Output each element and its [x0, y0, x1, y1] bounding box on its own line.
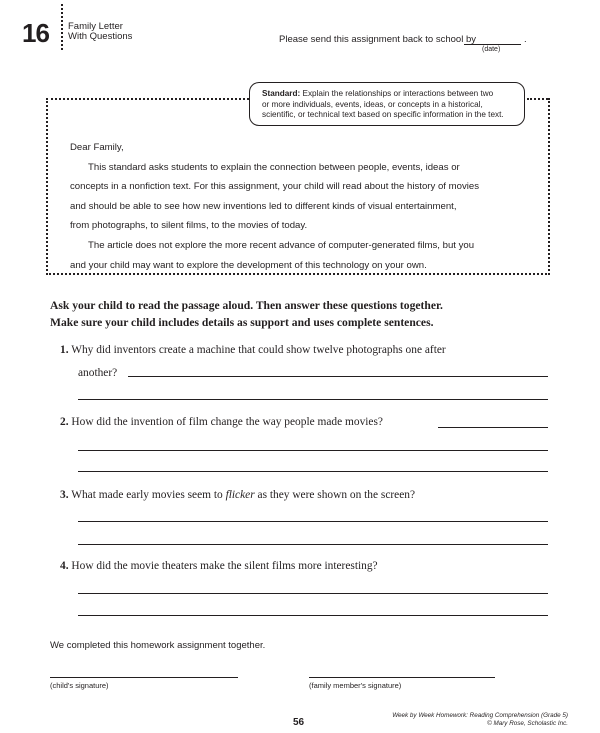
header-divider	[61, 4, 63, 50]
standard-text-1: Explain the relationships or interactions between two	[300, 89, 494, 98]
letter-line: from photographs, to silent films, to the movies of today.	[70, 220, 308, 232]
letter-line: This standard asks students to explain the connection between people, events, ideas or	[88, 161, 460, 173]
instructions-line2: Make sure your child includes details as support and uses complete sentences.	[50, 316, 434, 329]
answer-line[interactable]	[78, 544, 548, 545]
standard-text-3: scientific, or technical text based on specific information in the text.	[262, 110, 504, 119]
question-3	[60, 488, 415, 502]
lesson-title-line2: With Questions	[68, 31, 133, 42]
standard-text-2: or more individuals, events, ideas, or concepts in a historical,	[262, 99, 483, 109]
question-number: 3.	[60, 489, 69, 501]
date-input-line[interactable]	[464, 44, 521, 45]
question-number: 2.	[60, 416, 69, 428]
family-signature-label: (family member's signature)	[309, 681, 402, 690]
instructions-line1: Ask your child to read the passage aloud. Then answer these questions together.	[50, 299, 443, 312]
question-text: How did the movie theaters make the silent films more interesting?	[71, 560, 378, 572]
answer-line[interactable]	[78, 615, 548, 616]
credits	[360, 712, 568, 728]
question-1	[60, 343, 446, 357]
lesson-number: 16	[22, 18, 49, 48]
child-signature-label: (child's signature)	[50, 681, 109, 690]
answer-line[interactable]	[78, 471, 548, 472]
answer-line[interactable]	[78, 399, 548, 400]
send-back-text: Please send this assignment back to school by	[279, 34, 476, 45]
date-period: .	[524, 34, 527, 45]
letter-line: concepts in a nonfiction text. For this assignment, your child will read about the history of movies	[70, 181, 479, 193]
instructions	[50, 297, 570, 331]
question-text: How did the invention of film change the way people made movies?	[71, 416, 383, 428]
child-signature-line[interactable]	[50, 677, 238, 678]
letter-body	[70, 138, 540, 275]
credit-line2: © Mary Rose, Scholastic Inc.	[487, 720, 568, 727]
answer-line[interactable]	[438, 427, 548, 428]
lesson-title	[68, 22, 132, 42]
answer-line[interactable]	[78, 450, 548, 451]
question-number: 1.	[60, 344, 69, 356]
standard-callout	[249, 82, 525, 126]
question-text-after: as they were shown on the screen?	[254, 489, 416, 501]
standard-line1	[262, 89, 524, 100]
date-label: (date)	[482, 46, 501, 53]
question-4	[60, 559, 378, 573]
question-1-continuation: another?	[78, 367, 118, 379]
standard-label: Standard:	[262, 89, 301, 98]
letter-greeting: Dear Family,	[70, 142, 124, 153]
page-number: 56	[293, 717, 305, 728]
question-number: 4.	[60, 560, 69, 572]
letter-line: and should be able to see how new inventions led to different kinds of visual entertainment,	[70, 200, 457, 212]
answer-line[interactable]	[78, 593, 548, 594]
question-text: Why did inventors create a machine that could show twelve photographs one after	[71, 344, 446, 356]
lesson-title-line1: Family Letter	[68, 21, 123, 32]
completed-statement: We completed this homework assignment together.	[50, 640, 266, 651]
question-2	[60, 415, 383, 429]
letter-line: and your child may want to explore the development of this technology on your own.	[70, 259, 427, 271]
answer-line[interactable]	[78, 521, 548, 522]
letter-line: The article does not explore the more recent advance of computer-generated films, but you	[88, 239, 475, 251]
question-text-italic: flicker	[225, 489, 255, 501]
question-text-before: What made early movies seem to	[71, 489, 226, 501]
answer-line[interactable]	[128, 376, 548, 377]
credit-line1: Week by Week Homework: Reading Comprehension (Grade 5)	[392, 712, 568, 719]
family-signature-line[interactable]	[309, 677, 495, 678]
